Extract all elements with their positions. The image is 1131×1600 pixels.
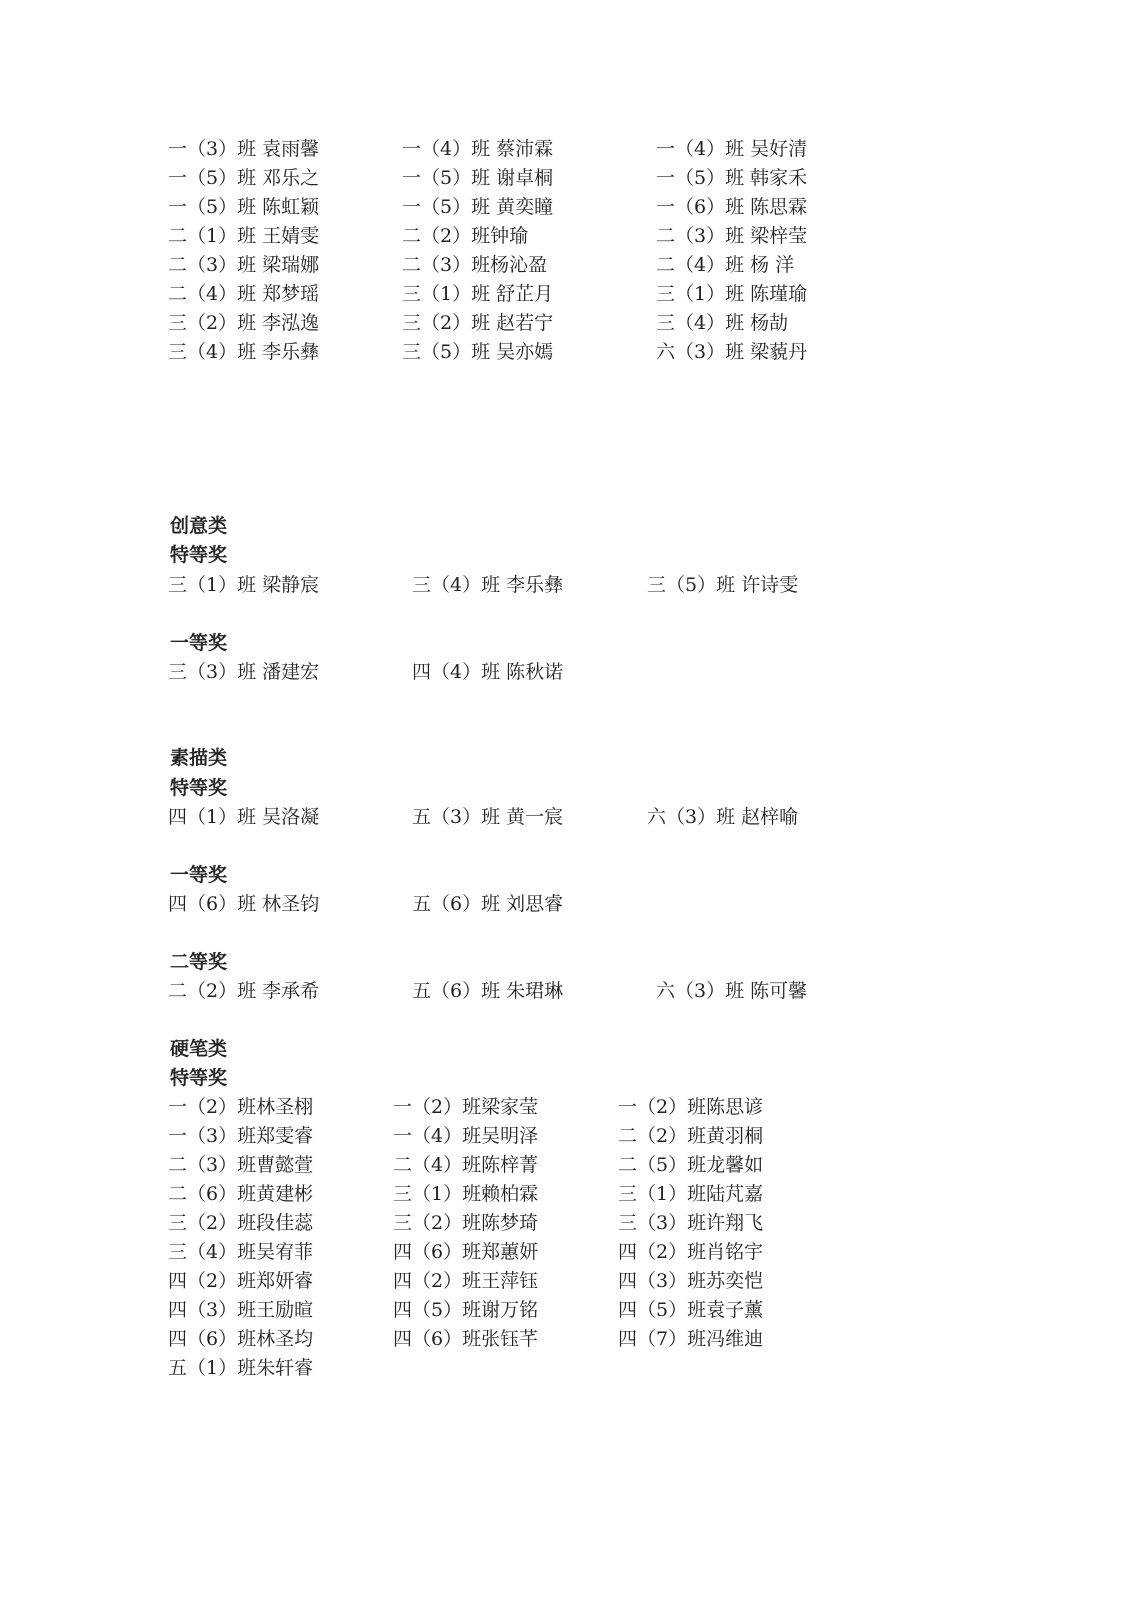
list-item: 一（6）班 陈思霖 [656,196,808,218]
list-item: 四（5）班谢万铭 [393,1299,539,1321]
list-item: 二（4）班陈梓菁 [393,1154,539,1176]
list-item: 四（2）班郑妍睿 [168,1270,314,1292]
list-item: 一（2）班林圣栩 [168,1096,314,1118]
list-item: 四（6）班 林圣钧 [168,893,320,915]
sketch-first-heading: 一等奖 [170,864,228,886]
list-item: 六（3）班 梁藐丹 [656,341,808,363]
list-item: 四（5）班袁子薰 [618,1299,764,1321]
list-item: 三（5）班 吴亦嫣 [402,341,554,363]
list-item: 二（6）班黄建彬 [168,1183,314,1205]
list-item: 三（2）班陈梦琦 [393,1212,539,1234]
list-item: 三（1）班赖柏霖 [393,1183,539,1205]
list-item: 四（2）班肖铭宇 [618,1241,764,1263]
list-item: 一（5）班 陈虹颖 [168,196,320,218]
list-item: 二（3）班杨沁盈 [402,254,548,276]
pen-special-heading: 特等奖 [170,1067,228,1089]
list-item: 三（1）班 梁静宸 [168,574,320,596]
sketch-title: 素描类 [170,747,228,769]
list-item: 三（3）班许翔飞 [618,1212,764,1234]
list-item: 一（5）班 邓乐之 [168,167,320,189]
creative-first-heading: 一等奖 [170,632,228,654]
list-item: 四（4）班 陈秋诺 [412,661,564,683]
list-item: 四（1）班 吴洛凝 [168,806,320,828]
list-item: 五（3）班 黄一宸 [412,806,564,828]
list-item: 三（4）班吴宥菲 [168,1241,314,1263]
list-item: 二（1）班 王婧雯 [168,225,320,247]
list-item: 三（4）班 李乐彝 [168,341,320,363]
list-item: 二（5）班龙馨如 [618,1154,764,1176]
list-item: 一（3）班郑雯睿 [168,1125,314,1147]
list-item: 四（3）班王励暄 [168,1299,314,1321]
list-item: 一（4）班 蔡沛霖 [402,138,554,160]
sketch-special-heading: 特等奖 [170,777,228,799]
sketch-second-heading: 二等奖 [170,951,228,973]
list-item: 五（1）班朱轩睿 [168,1357,314,1379]
list-item: 三（2）班 赵若宁 [402,312,554,334]
list-item: 二（3）班曹懿萱 [168,1154,314,1176]
list-item: 一（4）班 吴好清 [656,138,808,160]
creative-special-heading: 特等奖 [170,544,228,566]
list-item: 三（2）班段佳蕊 [168,1212,314,1234]
list-item: 四（6）班林圣均 [168,1328,314,1350]
list-item: 四（7）班冯维迪 [618,1328,764,1350]
list-item: 三（1）班陆芃嘉 [618,1183,764,1205]
list-item: 二（2）班 李承希 [168,980,320,1002]
list-item: 一（2）班梁家莹 [393,1096,539,1118]
list-item: 六（3）班 陈可馨 [656,980,808,1002]
list-item: 六（3）班 赵梓喻 [647,806,799,828]
list-item: 四（6）班张钰芊 [393,1328,539,1350]
list-item: 三（3）班 潘建宏 [168,661,320,683]
list-item: 一（5）班 黄奕瞳 [402,196,554,218]
list-item: 二（4）班 郑梦瑶 [168,283,320,305]
creative-title: 创意类 [170,515,228,537]
list-item: 二（3）班 梁瑞娜 [168,254,320,276]
list-item: 四（2）班王萍钰 [393,1270,539,1292]
list-item: 二（4）班 杨 洋 [656,254,795,276]
list-item: 五（6）班 刘思睿 [412,893,564,915]
list-item: 一（5）班 韩家禾 [656,167,808,189]
list-item: 一（5）班 谢卓桐 [402,167,554,189]
list-item: 二（2）班钟瑜 [402,225,529,247]
list-item: 四（6）班郑蕙妍 [393,1241,539,1263]
list-item: 三（4）班 李乐彝 [412,574,564,596]
list-item: 二（3）班 梁梓莹 [656,225,808,247]
list-item: 二（2）班黄羽桐 [618,1125,764,1147]
list-item: 五（6）班 朱珺琳 [412,980,564,1002]
list-item: 一（2）班陈思谚 [618,1096,764,1118]
list-item: 三（4）班 杨劼 [656,312,789,334]
list-item: 三（2）班 李泓逸 [168,312,320,334]
list-item: 三（1）班 陈瑾瑜 [656,283,808,305]
list-item: 一（4）班吴明泽 [393,1125,539,1147]
list-item: 三（1）班 舒芷月 [402,283,554,305]
list-item: 一（3）班 袁雨馨 [168,138,320,160]
pen-title: 硬笔类 [170,1038,228,1060]
list-item: 四（3）班苏奕恺 [618,1270,764,1292]
list-item: 三（5）班 许诗雯 [647,574,799,596]
